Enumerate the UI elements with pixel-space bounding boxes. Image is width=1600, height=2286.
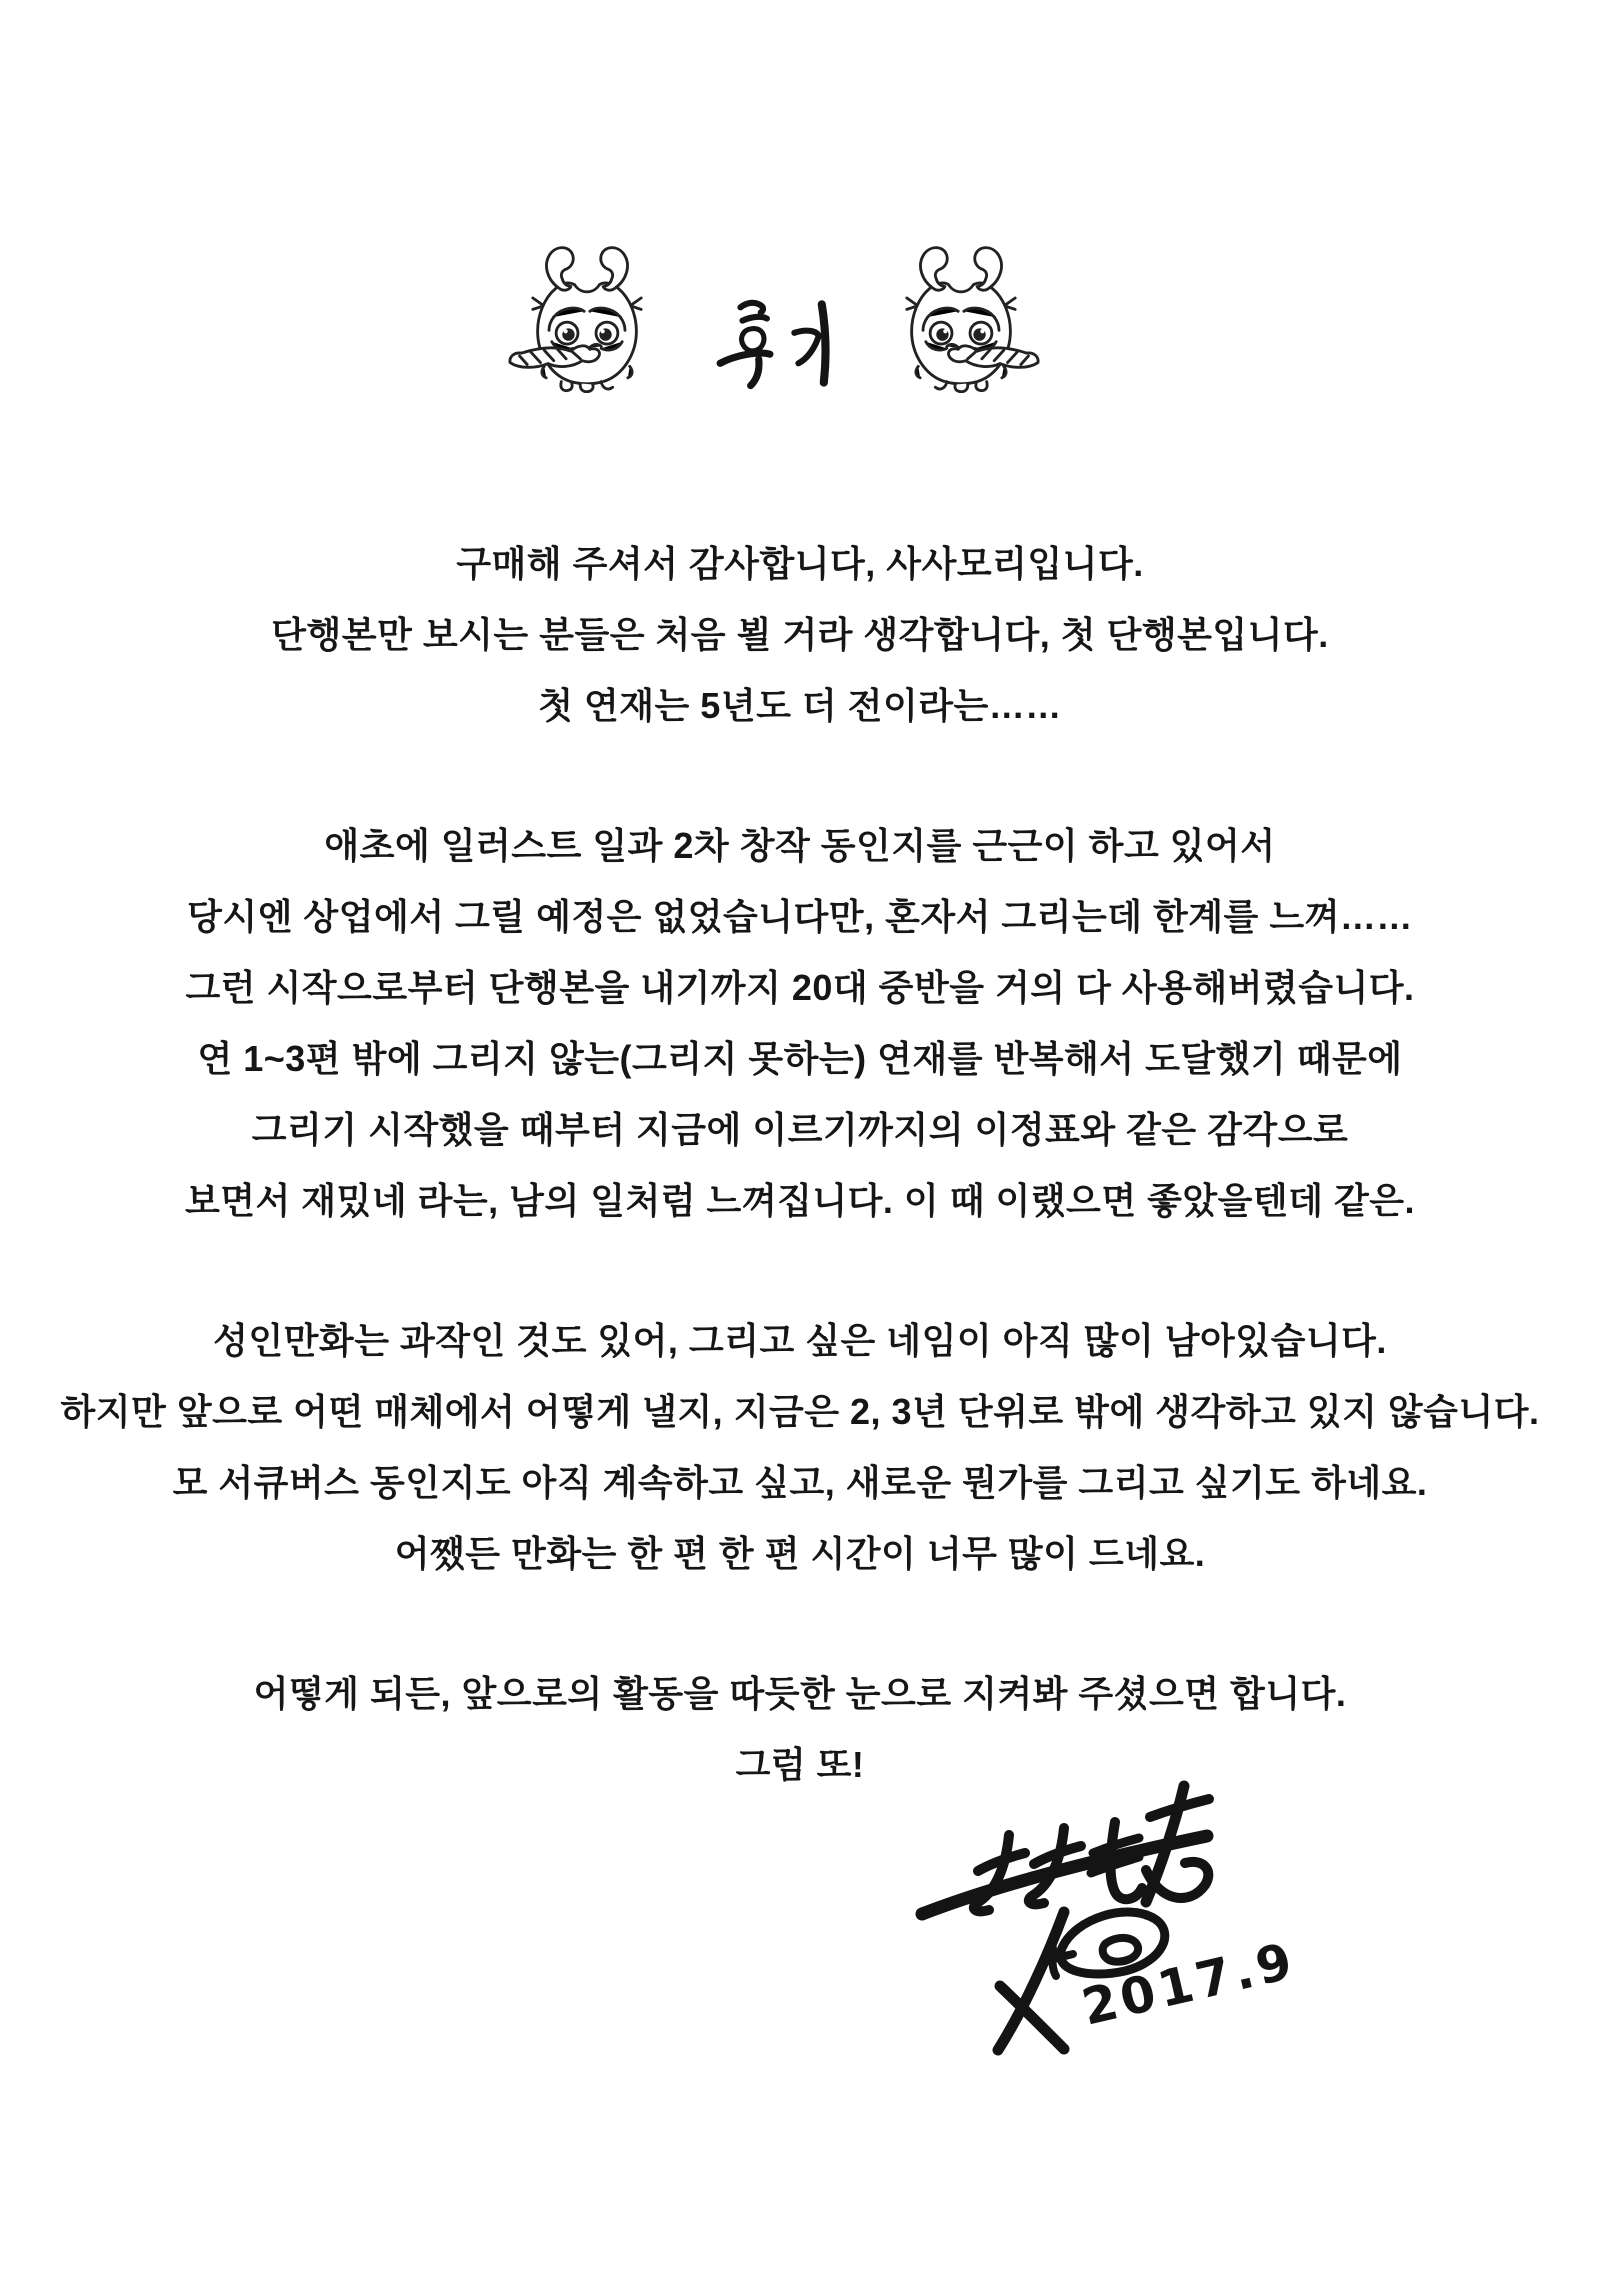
afterword-line: 단행본만 보시는 분들은 처음 뵐 거라 생각합니다, 첫 단행본입니다. [271,614,1329,655]
beetle-mascot-right-icon [877,241,1045,393]
afterword-body [0,528,1600,1800]
afterword-line: 연 1~3편 밖에 그리지 않는(그리지 못하는) 연재를 반복해서 도달했기 때문에 [197,1038,1403,1079]
paragraph [0,1658,1600,1800]
afterword-line: 어쨌든 만화는 한 편 한 편 시간이 너무 많이 드네요. [394,1533,1206,1574]
afterword-line: 모 서큐버스 동인지도 아직 계속하고 싶고, 새로운 뭔가를 그리고 싶기도 하네요. [172,1462,1428,1503]
signature-date: 2017.9 [1076,1931,1302,2037]
afterword-line: 보면서 재밌네 라는, 남의 일처럼 느껴집니다. 이 때 이랬으면 좋았을텐데 같은. [184,1180,1416,1221]
page-title [713,299,835,391]
afterword-line: 애초에 일러스트 일과 2차 창작 동인지를 근근이 하고 있어서 [324,825,1276,866]
paragraph [0,1305,1600,1589]
afterword-line: 구매해 주셔서 감사합니다, 사사모리입니다. [456,543,1144,584]
afterword-line: 당시엔 상업에서 그릴 예정은 없었습니다만, 혼자서 그리는데 한계를 느껴…… [187,896,1413,937]
afterword-line: 성인만화는 과작인 것도 있어, 그리고 싶은 네임이 아직 많이 남아있습니다. [213,1320,1387,1361]
beetle-mascot-left-icon [503,241,671,393]
afterword-line: 그럼 또! [735,1744,865,1785]
afterword-line: 그런 시작으로부터 단행본을 내기까지 20대 중반을 거의 다 사용해버렸습니다. [185,967,1415,1008]
afterword-line: 그리기 시작했을 때부터 지금에 이르기까지의 이정표와 같은 감각으로 [251,1109,1349,1150]
afterword-line: 하지만 앞으로 어떤 매체에서 어떻게 낼지, 지금은 2, 3년 단위로 밖에 생각하고 있지 않습니다. [60,1391,1540,1432]
paragraph [0,810,1600,1236]
afterword-line: 첫 연재는 5년도 더 전이라는…… [538,685,1062,726]
header [0,243,1574,393]
paragraph [0,528,1600,741]
artist-signature [862,1772,1302,2082]
afterword-line: 어떻게 되든, 앞으로의 활동을 따듯한 눈으로 지켜봐 주셨으면 합니다. [253,1673,1347,1714]
